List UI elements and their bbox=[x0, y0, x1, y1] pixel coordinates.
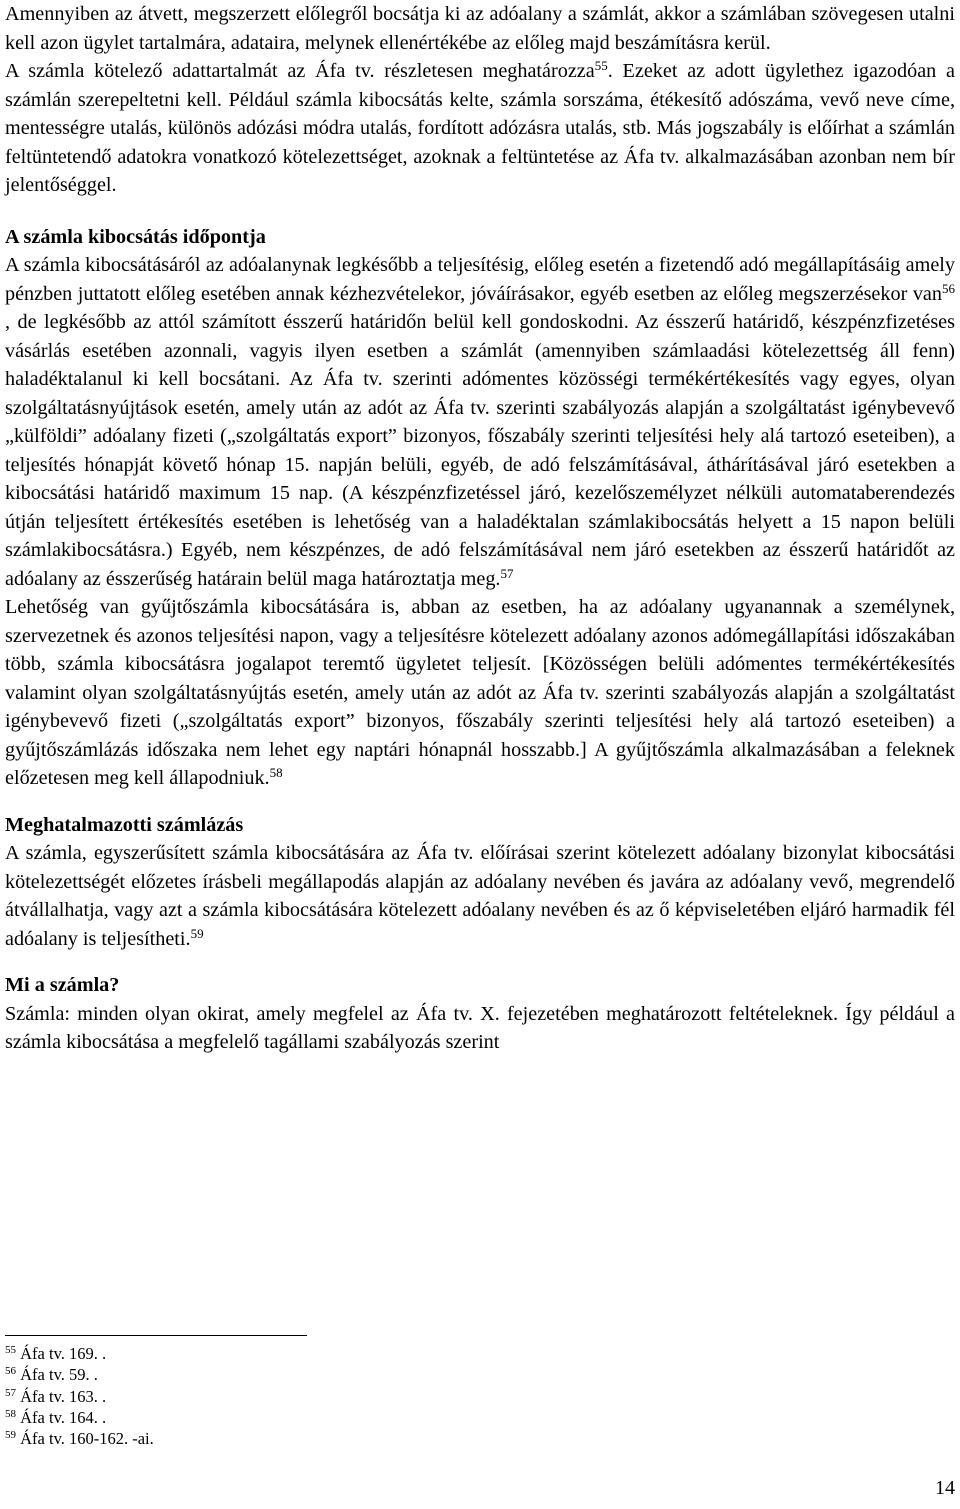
footnote-number: 57 bbox=[5, 1386, 16, 1399]
proxy-p1-text: A számla, egyszerűsített számla kibocsátására az Áfa tv. előírásai szerint kötelezett adóalany bizonylat kibocsátási kötelezettségét előzetes írásbeli megállapodás alapján az adóalany nevében és javára az adóalany vevő, megrendelő átvállalhatja, vagy azt a számla kibocsátására kötelezett adóalany nevében és az ő képviseletében eljáró harmadik fél adóalany is teljesítheti. bbox=[5, 842, 955, 950]
footnote-number: 59 bbox=[5, 1429, 16, 1442]
proxy-paragraph-1 bbox=[5, 839, 955, 953]
footnote-text: Áfa tv. 164. . bbox=[20, 1407, 107, 1427]
footnote-text: Áfa tv. 160-162. -ai. bbox=[20, 1429, 154, 1449]
footnote-text: Áfa tv. 163. . bbox=[20, 1386, 107, 1406]
footnote-58 bbox=[5, 1407, 154, 1428]
intro-paragraph-2 bbox=[5, 57, 955, 200]
intro-paragraph-1: Amennyiben az átvett, megszerzett előlegről bocsátja ki az adóalany a számlát, akkor a számlában szövegesen utalni kell azon ügylet tartalmára, adataira, melynek ellenértékébe az előleg majd beszámításra kerül. bbox=[5, 3, 955, 54]
footnote-separator bbox=[5, 1335, 307, 1336]
page-number: 14 bbox=[935, 1477, 955, 1499]
document-page bbox=[5, 0, 955, 1057]
heading-proxy-invoicing: Meghatalmazotti számlázás bbox=[5, 813, 244, 836]
footnote-number: 58 bbox=[5, 1407, 16, 1420]
issue-paragraph-1 bbox=[5, 251, 955, 593]
footnote-59 bbox=[5, 1428, 154, 1449]
footnotes bbox=[5, 1343, 154, 1449]
footnote-ref-59: 59 bbox=[190, 925, 204, 941]
footnote-text: Áfa tv. 59. . bbox=[20, 1365, 98, 1385]
footnote-57 bbox=[5, 1386, 154, 1407]
footnote-ref-56: 56 bbox=[942, 280, 955, 296]
footnote-56 bbox=[5, 1364, 154, 1385]
heading-issue-time: A számla kibocsátás időpontja bbox=[5, 225, 266, 248]
issue-paragraph-2 bbox=[5, 593, 955, 793]
heading-what-is-invoice: Mi a számla? bbox=[5, 974, 120, 996]
footnote-ref-58: 58 bbox=[269, 765, 283, 780]
issue-p1-text-a: A számla kibocsátásáról az adóalanynak legkésőbb a teljesítésig, előleg esetén a fizetendő adó megállapításáig amely pénzben juttatott előleg esetében annak kézhezvételekor, jóváírásakor, egyéb esetben az előleg megszerzésekor van bbox=[5, 254, 955, 305]
footnote-55 bbox=[5, 1343, 154, 1364]
footnote-number: 56 bbox=[5, 1365, 16, 1378]
footnote-ref-57: 57 bbox=[500, 565, 514, 581]
intro-p2-text-a: A számla kötelező adattartalmát az Áfa tv. részletesen meghatározza bbox=[5, 60, 595, 82]
intro-p2-text-b: . Ezeket az adott ügylethez igazodóan a számlán szerepeltetni kell. Például számla kibocsátás kelte, számla sorszáma, étékesítő adószáma, vevő neve címe, mentességre utalás, különös adózási módra utalás, fordított adózásra utalás, stb. Más jogszabály is előírhat a számlán feltüntetendő adatokra vonatkozó kötelezettséget, azoknak a feltüntetése az Áfa tv. alkalmazásában azonban nem bír jelentőséggel. bbox=[5, 60, 955, 196]
issue-p2-text: Lehetőség van gyűjtőszámla kibocsátására is, abban az esetben, ha az adóalany ugyanannak a személynek, szervezetnek és azonos teljesítési napon, vagy a teljesítésre kötelezett adóalany azonos adómegállapítási időszakában több, számla kibocsátásra jogalapot teremtő ügyletet teljesít. [Közösségen belüli adómentes termékértékesítés valamint olyan szolgáltatásnyújtás esetén, amely után az adót az Áfa tv. szerinti szabályozás alapján a szolgáltatást igénybevevő fizeti („szolgáltatás export” bizonyos, főszabály szerinti teljesítési hely alá tartozó eseteiben) a gyűjtőszámlázás időszaka nem lehet egy naptári hónapnál hosszabb.] A gyűjtőszámla alkalmazásában a feleknek előzetesen meg kell állapodniuk. bbox=[5, 596, 955, 789]
issue-p1-text-b: , de legkésőbb az attól számított ésszerű határidőn belül kell gondoskodni. Az ésszerű határidő, készpénzfizetéses vásárlás esetében azonnali, vagyis ilyen esetben a számlát (amennyiben számlaadási kötelezettség áll fenn) haladéktalanul ki kell bocsátani. Az Áfa tv. szerinti adómentes közösségi termékértékesítés vagy egyes, olyan szolgáltatásnyújtások esetén, amely után az adót az Áfa tv. szerinti szabályozás alapján a szolgáltatást igénybevevő „külföldi” adóalany fizeti („szolgáltatás export” bizonyos, főszabály szerinti teljesítési hely alá tartozó eseteiben), a teljesítés hónapját követő hónap 15. napján belüli, egyéb, de adó felszámításával, áthárításával járó esetekben a kibocsátási határidő maximum 15 nap. (A készpénzfizetéssel járó, kezelőszemélyzet nélküli automataberendezés útján teljesített értékesítés esetében is lehetőség van a haladéktalan számlakibocsátás helyett a 15 napon belüli számlakibocsátásra.) Egyéb, nem készpénzes, de adó felszámításával nem járó esetekben az ésszerű határidőt az adóalany az ésszerűség határain belül maga határoztatja meg. bbox=[5, 311, 955, 590]
footnote-text: Áfa tv. 169. . bbox=[20, 1344, 107, 1363]
what-paragraph-1: Számla: minden olyan okirat, amely megfelel az Áfa tv. X. fejezetében meghatározott feltételeknek. Így például a számla kibocsátása a megfelelő tagállami szabályozás szerint bbox=[5, 1002, 955, 1053]
footnote-number: 55 bbox=[5, 1344, 16, 1356]
footnote-ref-55: 55 bbox=[594, 58, 608, 73]
